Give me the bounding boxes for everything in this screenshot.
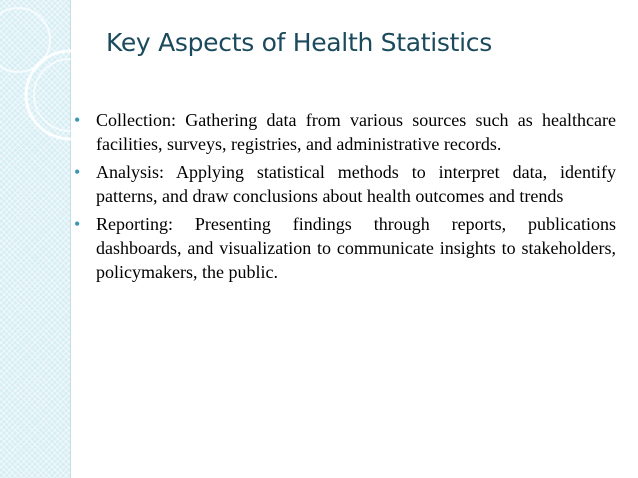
bullet-item-collection — [74, 108, 616, 156]
bullet-item-analysis — [74, 160, 616, 208]
bullet-text: Collection: Gathering data from various sources such as healthcare facilities, surveys, registries, and administrative records. — [96, 110, 616, 154]
bullet-text: Analysis: Applying statistical methods to interpret data, identify patterns, and draw conclusions about health outcomes and trends — [96, 162, 616, 206]
bullet-dot-icon: • — [74, 110, 81, 130]
bullet-item-reporting — [74, 212, 616, 284]
bullet-dot-icon: • — [74, 214, 81, 234]
bullet-text: Reporting: Presenting findings through reports, publications dashboards, and visualization to communicate insights to stakeholders, policymakers, the public. — [96, 214, 616, 282]
slide-title: Key Aspects of Health Statistics — [106, 28, 492, 57]
bullet-list — [74, 108, 616, 288]
bullet-dot-icon: • — [74, 162, 81, 182]
